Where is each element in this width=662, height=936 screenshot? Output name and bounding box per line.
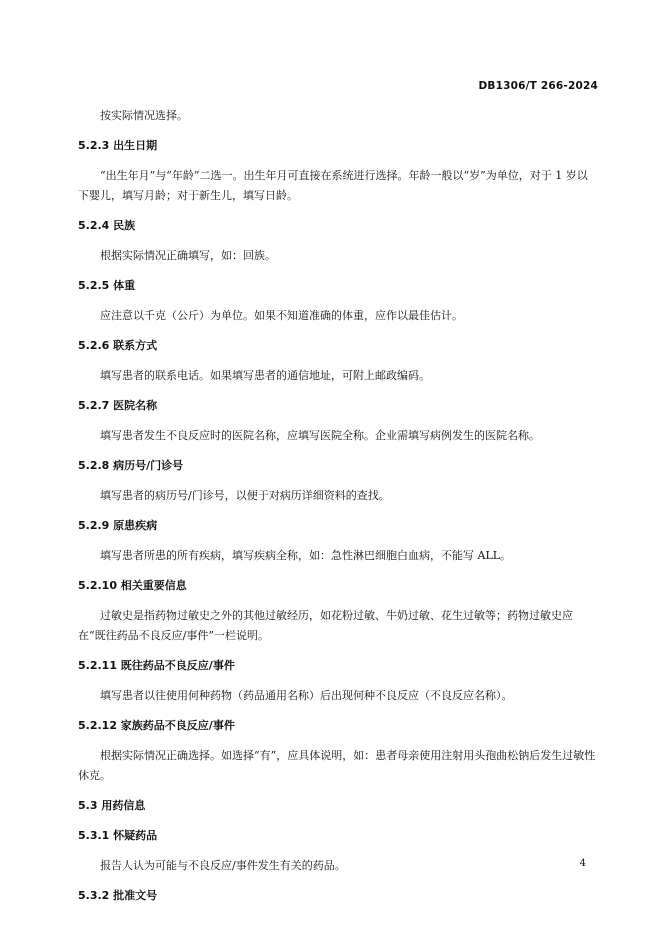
- paragraph: “出生年月”与“年龄”二选一。出生年月可直接在系统进行选择。年龄一般以“岁”为单位，对于 1 岁以下婴儿，填写月龄；对于新生儿，填写日龄。: [78, 169, 588, 202]
- section-heading: 5.2.7 医院名称: [78, 399, 158, 412]
- paragraph: 根据实际情况正确选择。如选择“有”，应具体说明，如：患者母亲使用注射用头孢曲松钠后发生过敏性休克。: [78, 749, 596, 782]
- section-heading: 5.2.3 出生日期: [78, 139, 158, 152]
- section-heading: 5.2.5 体重: [78, 279, 136, 292]
- section-heading: 5.2.10 相关重要信息: [78, 579, 187, 592]
- paragraph: 填写患者的联系电话。如果填写患者的通信地址，可附上邮政编码。: [100, 369, 430, 382]
- paragraph: 填写患者以往使用何种药物（药品通用名称）后出现何种不良反应（不良反应名称）。: [100, 689, 513, 702]
- section-heading: 5.2.12 家族药品不良反应/事件: [78, 719, 235, 732]
- paragraph: 根据实际情况正确填写，如：回族。: [100, 249, 276, 262]
- paragraph: 填写患者发生不良反应时的医院名称，应填写医院全称。企业需填写病例发生的医院名称。: [100, 429, 540, 442]
- paragraph: 填写患者的病历号/门诊号，以便于对病历详细资料的查找。: [100, 489, 390, 502]
- section-heading: 5.2.11 既往药品不良反应/事件: [78, 659, 235, 672]
- paragraph: 报告人认为可能与不良反应/事件发生有关的药品。: [100, 859, 346, 872]
- section-heading: 5.2.4 民族: [78, 219, 136, 232]
- section-heading: 5.3 用药信息: [78, 799, 146, 812]
- section-heading: 5.2.9 原患疾病: [78, 519, 158, 532]
- section-heading: 5.2.8 病历号/门诊号: [78, 459, 184, 472]
- document-body: [78, 106, 598, 906]
- paragraph: 填写患者所患的所有疾病，填写疾病全称，如：急性淋巴细胞白血病，不能写 ALL。: [100, 549, 512, 562]
- paragraph: 按实际情况选择。: [100, 109, 188, 122]
- section-heading: 5.3.1 怀疑药品: [78, 829, 158, 842]
- section-heading: 5.2.6 联系方式: [78, 339, 158, 352]
- standard-code: DB1306/T 266-2024: [478, 80, 598, 92]
- section-heading: 5.3.2 批准文号: [78, 889, 158, 902]
- paragraph: 过敏史是指药物过敏史之外的其他过敏经历，如花粉过敏、牛奶过敏、花生过敏等；药物过敏史应在“既往药品不良反应/事件”一栏说明。: [78, 609, 573, 642]
- page-number: 4: [579, 858, 586, 869]
- paragraph: 应注意以千克（公斤）为单位。如果不知道准确的体重，应作以最佳估计。: [100, 309, 463, 322]
